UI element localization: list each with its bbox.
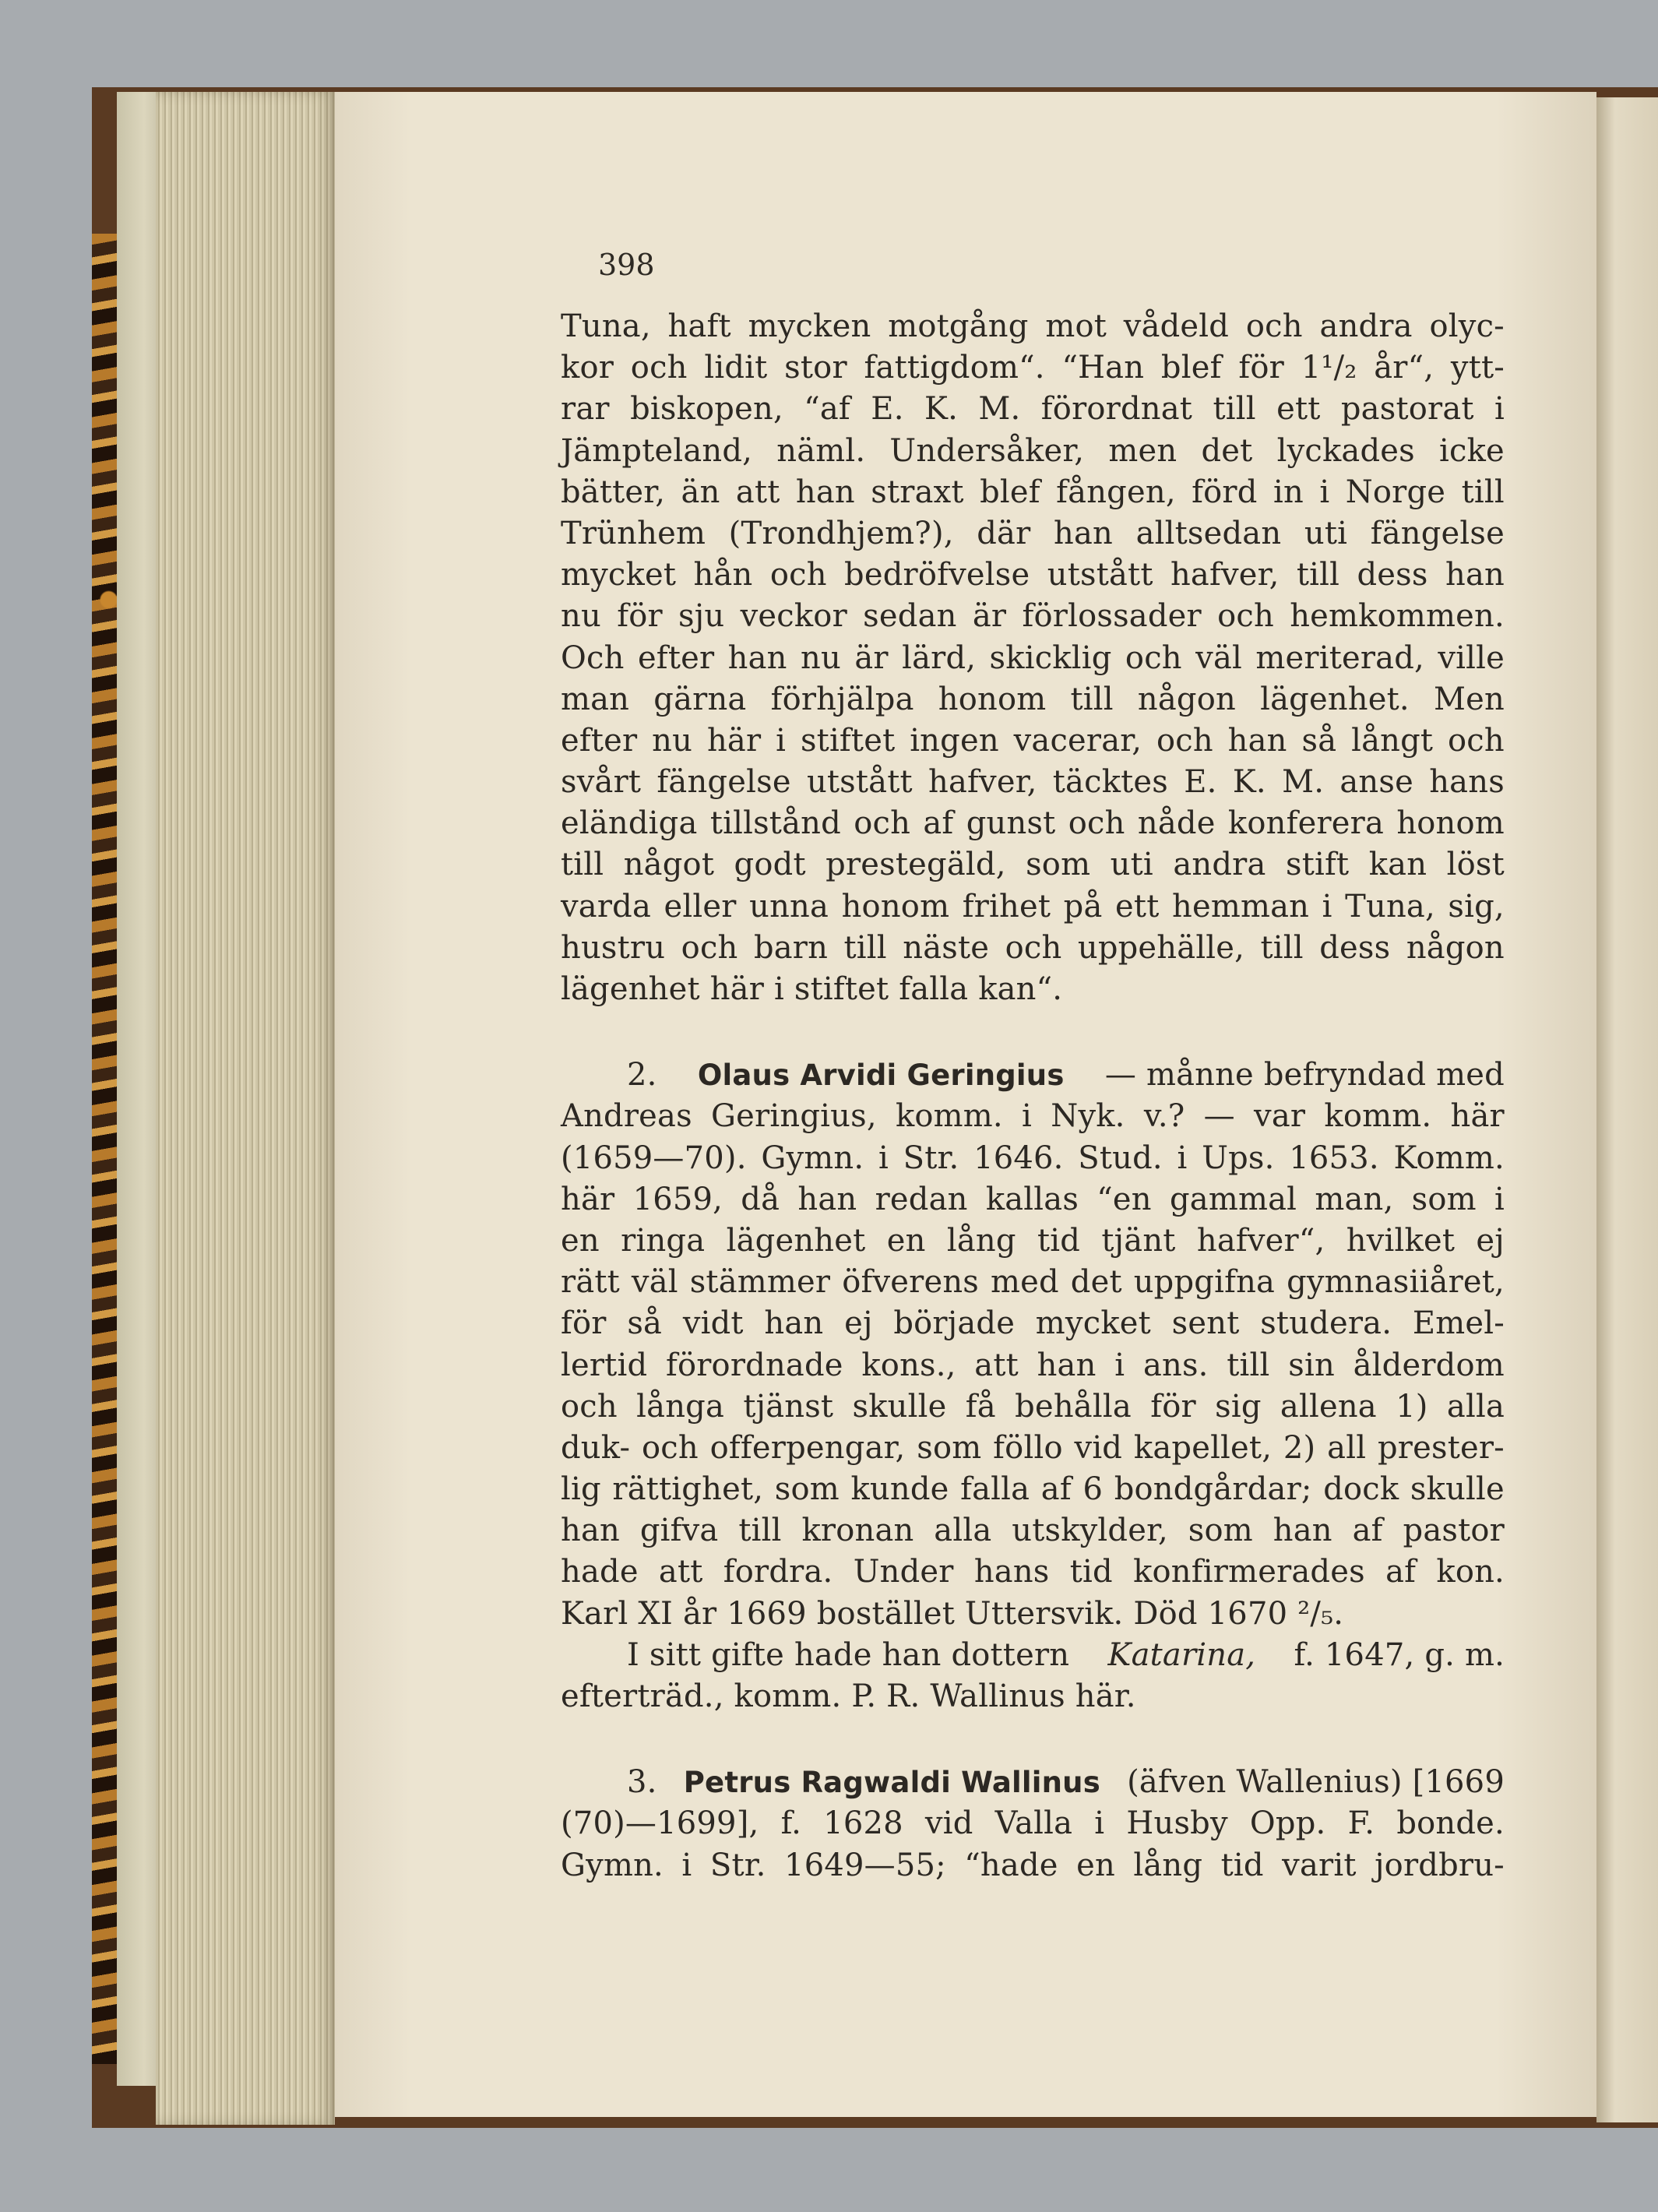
entry-heading-line: [561, 1055, 1505, 1096]
text-fragment: I sitt gifte hade han dottern: [627, 1636, 1070, 1673]
italic-name: Katarina,: [1107, 1636, 1256, 1673]
text-line: här 1659, då han redan kallas “en gammal man, som i: [561, 1181, 1505, 1217]
entry-name: Olaus Arvidi Geringius: [697, 1058, 1065, 1093]
text-line: hade att fordra. Under hans tid konfirmerades af kon.: [561, 1554, 1505, 1590]
text-line: mycket hån och bedröfvelse utstått hafver, till dess han: [561, 557, 1505, 594]
text-line: lägenhet här i stiftet falla kan“.: [561, 971, 1063, 1007]
text-fragment: f. 1647, g. m.: [1294, 1636, 1505, 1673]
text-line: Tuna, haft mycken motgång mot vådeld och andra olyc-: [561, 308, 1505, 344]
text-line: (1659—70). Gymn. i Str. 1646. Stud. i Ups. 1653. Komm.: [561, 1139, 1505, 1176]
text-line: till något godt prestegäld, som uti andra stift kan löst: [561, 847, 1505, 883]
entry-number: 3.: [627, 1764, 657, 1801]
text-line: man gärna förhjälpa honom till någon lägenhet. Men: [561, 681, 1505, 717]
text-line: eländiga tillstånd och af gunst och nåde konferera honom: [561, 805, 1505, 842]
text-line: kor och lidit stor fattigdom“. “Han blef för 1¹/₂ år“, ytt-: [561, 350, 1505, 386]
entry-heading-rest: (äfven Wallenius) [1669: [1127, 1764, 1505, 1801]
text-line: rar biskopen, “af E. K. M. förordnat till ett pastorat i: [561, 391, 1505, 428]
text-line: Och efter han nu är lärd, skicklig och väl meriterad, ville: [561, 639, 1505, 676]
text-line: hustru och barn till näste och uppehälle, till dess någon: [561, 929, 1505, 966]
text-line: nu för sju veckor sedan är förlossader och hemkommen.: [561, 598, 1505, 635]
text-line: Karl XI år 1669 bostället Uttersvik. Död 1670 ²/₅.: [561, 1595, 1344, 1632]
text-line: duk- och offerpengar, som föllo vid kapellet, 2) all prester-: [561, 1429, 1505, 1466]
text-line: (70)—1699], f. 1628 vid Valla i Husby Opp. F. bonde.: [561, 1805, 1505, 1842]
text-line: en ringa lägenhet en lång tid tjänt hafver“, hvilket ej: [561, 1222, 1505, 1259]
text-line: rätt väl stämmer öfverens med det uppgifna gymnasiiåret,: [561, 1264, 1505, 1301]
text-line: lig rättighet, som kunde falla af 6 bondgårdar; dock skulle: [561, 1471, 1505, 1508]
text-line: efterträd., komm. P. R. Wallinus här.: [561, 1678, 1136, 1714]
text-line: bätter, än att han straxt blef fången, förd in i Norge till: [561, 474, 1505, 510]
facing-page-edge: [1596, 97, 1658, 2122]
text-line: [561, 1635, 1505, 1676]
text-line: efter nu här i stiftet ingen vacerar, och han så långt och: [561, 722, 1505, 759]
paragraph-continuation: [561, 306, 1505, 969]
entry-number: 2.: [627, 1057, 657, 1094]
text-line: svårt fängelse utstått hafver, täcktes E. K. M. anse hans: [561, 764, 1505, 801]
text-line: och långa tjänst skulle få behålla för sig allena 1) alla: [561, 1388, 1505, 1425]
entry-heading-line: [561, 1762, 1505, 1803]
entry-body: [561, 1096, 1505, 1593]
text-line: Trünhem (Trondhjem?), där han alltsedan uti fängelse: [561, 515, 1505, 551]
entry-body: [561, 1803, 1505, 1886]
entry-heading-rest: — månne befryndad med: [1104, 1057, 1505, 1094]
entry-name: Petrus Ragwaldi Wallinus: [683, 1766, 1100, 1800]
page-text: [561, 306, 1505, 1886]
text-line: varda eller unna honom frihet på ett hemman i Tuna, sig,: [561, 888, 1505, 925]
text-line: Gymn. i Str. 1649—55; “hade en lång tid varit jordbru-: [561, 1847, 1505, 1883]
text-line: för så vidt han ej började mycket sent studera. Emel-: [561, 1305, 1505, 1342]
text-line: lertid förordnade kons., att han i ans. till sin ålderdom: [561, 1347, 1505, 1383]
page-number: 398: [598, 248, 655, 282]
page-block-edges: [156, 92, 335, 2125]
text-line: Andreas Geringius, komm. i Nyk. v.? — var komm. här: [561, 1098, 1505, 1135]
text-line: Jämpteland, näml. Undersåker, men det lyckades icke: [561, 432, 1505, 469]
text-line: han gifva till kronan alla utskylder, som han af pastor: [561, 1513, 1505, 1549]
